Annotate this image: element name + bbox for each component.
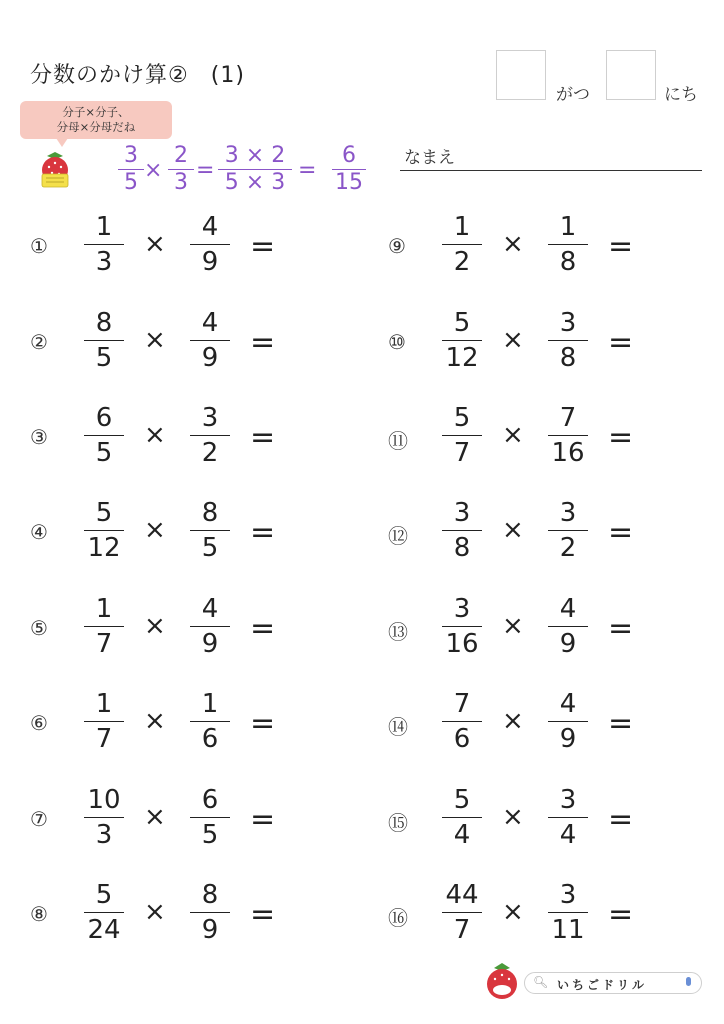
fraction-a xyxy=(440,881,484,944)
numerator: 1 xyxy=(559,212,577,242)
numerator: 4 xyxy=(201,594,219,624)
times-sign: × xyxy=(144,420,166,450)
problem-number: ③ xyxy=(30,425,48,449)
example-times: × xyxy=(144,158,163,183)
example-a-numerator: 3 xyxy=(124,143,138,168)
fraction-bar xyxy=(548,435,588,436)
problem-number: ⑨ xyxy=(388,234,406,258)
fraction-b xyxy=(546,595,590,658)
example-result-numerator: 6 xyxy=(342,143,356,168)
times-sign: × xyxy=(502,515,524,545)
search-icon: 🔍︎ xyxy=(533,975,549,989)
fraction-bar xyxy=(442,912,482,913)
numerator: 7 xyxy=(559,403,577,433)
problem-number: ⑦ xyxy=(30,807,48,831)
fraction-b xyxy=(546,404,590,467)
times-sign: × xyxy=(502,420,524,450)
denominator: 7 xyxy=(453,915,471,945)
times-sign: × xyxy=(144,515,166,545)
denominator: 16 xyxy=(445,629,479,659)
fraction-a xyxy=(82,499,126,562)
numerator: 3 xyxy=(201,403,219,433)
denominator: 2 xyxy=(453,247,471,277)
denominator: 9 xyxy=(201,915,219,945)
problem-number: ④ xyxy=(30,520,48,544)
equals-sign: = xyxy=(250,802,276,837)
answer-area[interactable] xyxy=(648,223,708,273)
answer-area[interactable] xyxy=(648,509,708,559)
fraction-bar xyxy=(190,244,230,245)
fraction-bar xyxy=(190,817,230,818)
times-sign: × xyxy=(144,229,166,259)
hint-bubble-tail xyxy=(56,138,68,147)
times-sign: × xyxy=(502,611,524,641)
denominator: 7 xyxy=(95,629,113,659)
answer-area[interactable] xyxy=(290,509,350,559)
problem-number: ⑤ xyxy=(30,616,48,640)
fraction-bar xyxy=(84,340,124,341)
equals-sign: = xyxy=(608,229,634,264)
problem-number: ⑫ xyxy=(388,524,408,548)
fraction-b xyxy=(188,786,232,849)
denominator: 24 xyxy=(87,915,121,945)
fraction-bar xyxy=(84,530,124,531)
fraction-a xyxy=(82,404,126,467)
ichigo-drill-logo-icon xyxy=(484,962,520,1002)
problem-number: ⑪ xyxy=(388,429,408,453)
fraction-bar xyxy=(190,340,230,341)
example-a-denominator: 5 xyxy=(124,170,138,195)
fraction-b xyxy=(188,881,232,944)
fraction-bar xyxy=(442,244,482,245)
problem-number: ② xyxy=(30,330,48,354)
numerator: 5 xyxy=(453,308,471,338)
denominator: 6 xyxy=(453,724,471,754)
fraction-a xyxy=(440,309,484,372)
numerator: 5 xyxy=(453,785,471,815)
answer-area[interactable] xyxy=(290,796,350,846)
denominator: 5 xyxy=(95,438,113,468)
name-label: なまえ xyxy=(404,148,455,168)
numerator: 1 xyxy=(95,212,113,242)
title-text: 分数のかけ算② xyxy=(30,63,189,88)
fraction-a xyxy=(82,786,126,849)
denominator: 12 xyxy=(445,343,479,373)
numerator: 3 xyxy=(559,880,577,910)
problem-number: ⑩ xyxy=(388,330,406,354)
denominator: 11 xyxy=(551,915,585,945)
denominator: 6 xyxy=(201,724,219,754)
example-mid-denominator: 5 × 3 xyxy=(224,170,286,195)
month-input-box[interactable] xyxy=(496,50,546,100)
search-text: いちごドリル xyxy=(557,978,648,992)
day-input-box[interactable] xyxy=(606,50,656,100)
fraction-bar xyxy=(190,912,230,913)
denominator: 2 xyxy=(201,438,219,468)
problem-number: ⑮ xyxy=(388,811,408,835)
day-label: にち xyxy=(664,85,698,105)
answer-area[interactable] xyxy=(290,891,350,941)
equals-sign: = xyxy=(250,229,276,264)
fraction-bar xyxy=(548,817,588,818)
denominator: 3 xyxy=(95,820,113,850)
denominator: 8 xyxy=(559,343,577,373)
fraction-bar xyxy=(84,435,124,436)
fraction-bar xyxy=(442,340,482,341)
equals-sign: = xyxy=(250,420,276,455)
fraction-bar xyxy=(84,626,124,627)
fraction-a xyxy=(82,881,126,944)
problem-number: ⑭ xyxy=(388,715,408,739)
fraction-b xyxy=(546,881,590,944)
fraction-bar xyxy=(190,721,230,722)
answer-area[interactable] xyxy=(290,605,350,655)
times-sign: × xyxy=(144,706,166,736)
numerator: 3 xyxy=(453,498,471,528)
denominator: 9 xyxy=(201,629,219,659)
numerator: 6 xyxy=(95,403,113,433)
fraction-bar xyxy=(548,721,588,722)
fraction-a xyxy=(440,213,484,276)
denominator: 9 xyxy=(201,343,219,373)
fraction-b xyxy=(546,499,590,562)
fraction-bar xyxy=(548,244,588,245)
fraction-a xyxy=(82,309,126,372)
answer-area[interactable] xyxy=(648,605,708,655)
strawberry-mascot-icon xyxy=(38,150,72,192)
fraction-bar xyxy=(84,912,124,913)
denominator: 5 xyxy=(201,820,219,850)
answer-area[interactable] xyxy=(290,223,350,273)
example-b-numerator: 2 xyxy=(174,143,188,168)
equals-sign: = xyxy=(608,706,634,741)
example-fraction-mid xyxy=(218,144,292,195)
fraction-b xyxy=(546,786,590,849)
times-sign: × xyxy=(144,802,166,832)
times-sign: × xyxy=(144,897,166,927)
example-fraction-a xyxy=(118,144,144,195)
times-sign: × xyxy=(144,611,166,641)
fraction-b xyxy=(546,213,590,276)
numerator: 4 xyxy=(201,212,219,242)
fraction-b xyxy=(188,499,232,562)
month-label: がつ xyxy=(556,85,590,105)
numerator: 1 xyxy=(95,594,113,624)
times-sign: × xyxy=(502,229,524,259)
numerator: 3 xyxy=(559,498,577,528)
fraction-bar xyxy=(548,530,588,531)
denominator: 8 xyxy=(453,533,471,563)
microphone-icon xyxy=(686,977,691,986)
numerator: 8 xyxy=(201,498,219,528)
fraction-b xyxy=(546,309,590,372)
fraction-bar xyxy=(442,626,482,627)
problem-number: ⑥ xyxy=(30,711,48,735)
fraction-b xyxy=(188,404,232,467)
answer-area[interactable] xyxy=(290,319,350,369)
equals-sign: = xyxy=(608,802,634,837)
name-line[interactable] xyxy=(400,170,702,171)
fraction-bar xyxy=(84,817,124,818)
denominator: 7 xyxy=(453,438,471,468)
fraction-b xyxy=(188,213,232,276)
hint-line-2: 分母×分母だね xyxy=(56,120,136,134)
denominator: 5 xyxy=(95,343,113,373)
numerator: 4 xyxy=(559,594,577,624)
numerator: 1 xyxy=(95,689,113,719)
example-fraction-b xyxy=(168,144,194,195)
times-sign: × xyxy=(144,325,166,355)
fraction-a xyxy=(440,786,484,849)
set-number: (1) xyxy=(210,63,245,88)
equals-sign: = xyxy=(250,325,276,360)
problem-number: ⑯ xyxy=(388,906,408,930)
numerator: 3 xyxy=(559,785,577,815)
numerator: 5 xyxy=(453,403,471,433)
example-b-denominator: 3 xyxy=(174,170,188,195)
numerator: 8 xyxy=(95,308,113,338)
fraction-b xyxy=(188,690,232,753)
fraction-bar xyxy=(548,912,588,913)
hint-line-1: 分子×分子、 xyxy=(62,105,130,119)
answer-area[interactable] xyxy=(648,414,708,464)
hint-bubble xyxy=(20,101,172,139)
fraction-a xyxy=(440,499,484,562)
problem-number: ① xyxy=(30,234,48,258)
example-equals-1: = xyxy=(196,158,215,183)
fraction-bar xyxy=(190,626,230,627)
numerator: 3 xyxy=(453,594,471,624)
fraction-a xyxy=(82,213,126,276)
numerator: 44 xyxy=(445,880,479,910)
numerator: 4 xyxy=(559,689,577,719)
fraction-bar xyxy=(442,435,482,436)
answer-area[interactable] xyxy=(290,700,350,750)
denominator: 9 xyxy=(559,629,577,659)
denominator: 4 xyxy=(559,820,577,850)
times-sign: × xyxy=(502,897,524,927)
fraction-a xyxy=(440,404,484,467)
denominator: 16 xyxy=(551,438,585,468)
answer-area[interactable] xyxy=(648,891,708,941)
numerator: 6 xyxy=(201,785,219,815)
fraction-bar xyxy=(548,340,588,341)
numerator: 10 xyxy=(87,785,121,815)
equals-sign: = xyxy=(250,515,276,550)
denominator: 4 xyxy=(453,820,471,850)
numerator: 3 xyxy=(559,308,577,338)
times-sign: × xyxy=(502,802,524,832)
fraction-bar xyxy=(442,721,482,722)
page-title xyxy=(30,58,245,89)
equals-sign: = xyxy=(250,897,276,932)
denominator: 8 xyxy=(559,247,577,277)
example-equals-2: = xyxy=(298,158,317,183)
fraction-bar xyxy=(84,721,124,722)
example-fraction-result xyxy=(332,144,366,195)
site-search-bar[interactable] xyxy=(524,972,702,994)
fraction-a xyxy=(82,595,126,658)
fraction-bar xyxy=(190,435,230,436)
equals-sign: = xyxy=(250,611,276,646)
fraction-bar xyxy=(442,817,482,818)
denominator: 3 xyxy=(95,247,113,277)
numerator: 5 xyxy=(95,498,113,528)
fraction-a xyxy=(82,690,126,753)
answer-area[interactable] xyxy=(648,796,708,846)
numerator: 1 xyxy=(453,212,471,242)
answer-area[interactable] xyxy=(648,319,708,369)
fraction-bar xyxy=(190,530,230,531)
fraction-b xyxy=(188,309,232,372)
equals-sign: = xyxy=(608,897,634,932)
fraction-a xyxy=(440,690,484,753)
problem-number: ⑬ xyxy=(388,620,408,644)
fraction-bar xyxy=(548,626,588,627)
answer-area[interactable] xyxy=(290,414,350,464)
numerator: 1 xyxy=(201,689,219,719)
denominator: 12 xyxy=(87,533,121,563)
numerator: 7 xyxy=(453,689,471,719)
example-result-denominator: 15 xyxy=(335,170,363,195)
equals-sign: = xyxy=(608,325,634,360)
answer-area[interactable] xyxy=(648,700,708,750)
equals-sign: = xyxy=(608,420,634,455)
numerator: 4 xyxy=(201,308,219,338)
denominator: 7 xyxy=(95,724,113,754)
numerator: 5 xyxy=(95,880,113,910)
numerator: 8 xyxy=(201,880,219,910)
times-sign: × xyxy=(502,325,524,355)
denominator: 9 xyxy=(559,724,577,754)
example-mid-numerator: 3 × 2 xyxy=(224,143,286,168)
denominator: 2 xyxy=(559,533,577,563)
denominator: 9 xyxy=(201,247,219,277)
equals-sign: = xyxy=(608,611,634,646)
fraction-bar xyxy=(84,244,124,245)
fraction-b xyxy=(546,690,590,753)
equals-sign: = xyxy=(250,706,276,741)
fraction-a xyxy=(440,595,484,658)
denominator: 5 xyxy=(201,533,219,563)
equals-sign: = xyxy=(608,515,634,550)
times-sign: × xyxy=(502,706,524,736)
fraction-b xyxy=(188,595,232,658)
problem-number: ⑧ xyxy=(30,902,48,926)
fraction-bar xyxy=(442,530,482,531)
